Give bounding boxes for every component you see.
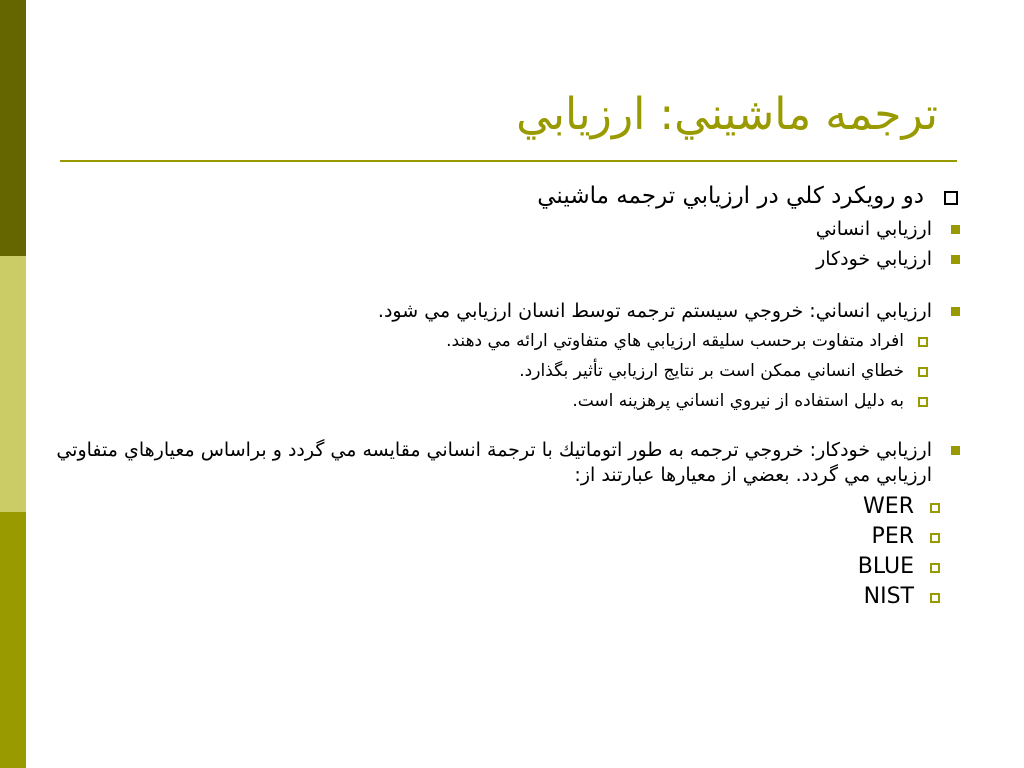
sub-bullet-text: ارزيابي انساني bbox=[815, 218, 932, 240]
metric-item bbox=[44, 492, 964, 522]
square-bullet-icon bbox=[951, 446, 960, 455]
metric-item bbox=[44, 582, 964, 612]
slide-content bbox=[44, 178, 964, 612]
sub-bullet-human-eval bbox=[44, 296, 964, 326]
detail-text: خطاي انساني ممكن است بر نتايج ارزيابي تأثير بگذارد. bbox=[519, 361, 904, 381]
bullet-approaches bbox=[44, 178, 964, 214]
sub-bullet-auto-eval bbox=[44, 436, 964, 492]
hollow-square-bullet-icon bbox=[930, 533, 940, 543]
hollow-square-bullet-icon bbox=[930, 503, 940, 513]
detail-text: افراد متفاوت برحسب سليقه ارزيابي هاي متفاوتي ارائه مي دهند. bbox=[446, 331, 904, 351]
sidebar-block-top bbox=[0, 0, 26, 256]
metric-text: BLUE bbox=[857, 554, 914, 579]
metric-item bbox=[44, 522, 964, 552]
square-bullet-icon bbox=[951, 255, 960, 264]
bullet-text: دو رويكرد كلي در ارزيابي ترجمه ماشيني bbox=[537, 183, 924, 209]
sub-bullet-human bbox=[44, 214, 964, 244]
detail-point bbox=[44, 326, 964, 356]
slide-title: ترجمه ماشيني: ارزيابي bbox=[516, 89, 938, 140]
hollow-square-bullet-icon bbox=[944, 191, 958, 205]
sub-bullet-text: ارزيابي انساني: خروجي سيستم ترجمه توسط انسان ارزيابي مي شود. bbox=[377, 300, 932, 322]
square-bullet-icon bbox=[951, 225, 960, 234]
sidebar-block-bottom bbox=[0, 512, 26, 768]
sub-bullet-text: ارزيابي خودكار: خروجي ترجمه به طور اتوماتيك با ترجمة انساني مقايسه مي گردد و براساس معيارهاي متفاوتي ارزيابي مي گردد. بعضي از معيارها عبارتند از: bbox=[56, 439, 932, 486]
sub-bullet-automatic bbox=[44, 244, 964, 274]
metric-text: PER bbox=[871, 524, 914, 549]
sub-bullet-text: ارزيابي خودكار bbox=[816, 248, 932, 270]
detail-point bbox=[44, 386, 964, 416]
title-divider bbox=[60, 160, 957, 162]
hollow-square-bullet-icon bbox=[918, 397, 928, 407]
detail-point bbox=[44, 356, 964, 386]
metric-text: WER bbox=[863, 494, 914, 519]
detail-text: به دليل استفاده از نيروي انساني پرهزينه است. bbox=[572, 391, 904, 411]
square-bullet-icon bbox=[951, 307, 960, 316]
hollow-square-bullet-icon bbox=[930, 563, 940, 573]
metric-item bbox=[44, 552, 964, 582]
sidebar-decoration bbox=[0, 0, 26, 768]
hollow-square-bullet-icon bbox=[918, 367, 928, 377]
hollow-square-bullet-icon bbox=[930, 593, 940, 603]
metric-text: NIST bbox=[863, 584, 914, 609]
hollow-square-bullet-icon bbox=[918, 337, 928, 347]
sidebar-block-middle bbox=[0, 256, 26, 512]
